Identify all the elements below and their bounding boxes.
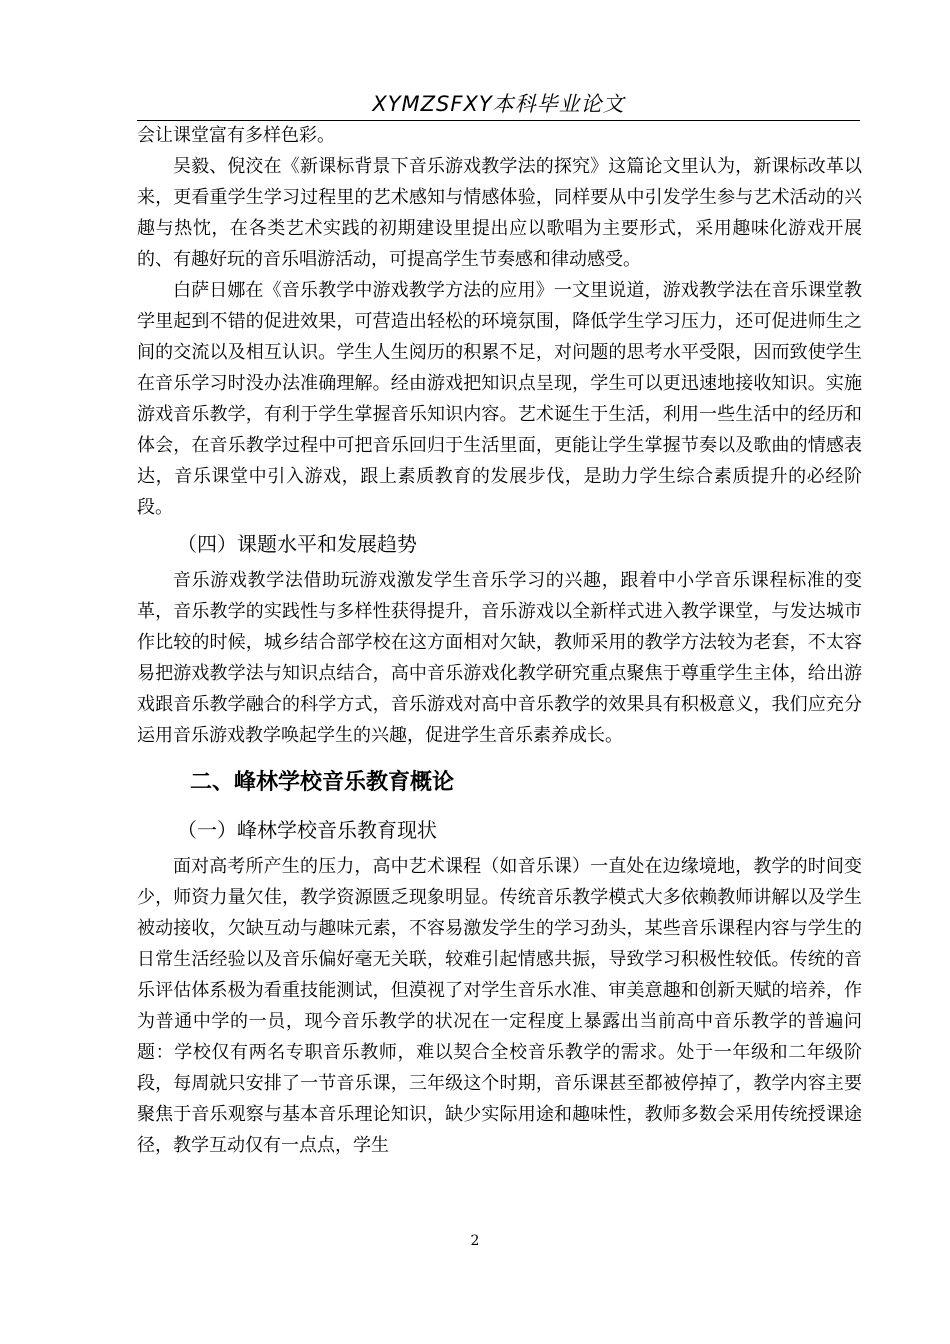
paragraph-bai-sarina-review: 白萨日娜在《音乐教学中游戏教学方法的应用》一文里说道，游戏教学法在音乐课堂教学里起到不错的促进效果，可营造出轻松的环境氛围，降低学生学习压力，还可促进师生之间的交流以及相互认识。学生人生阅历的积累不足，对问题的思考水平受限，因而致使学生在音乐学习时没办法准确理解。经由游戏把知识点呈现，学生可以更迅速地接收知识。实施游戏音乐教学，有利于学生掌握音乐知识内容。艺术诞生于生活，利用一些生活中的经历和体会，在音乐教学过程中可把音乐回归于生活里面，更能让学生掌握节奏以及歌曲的情感表达，音乐课堂中引入游戏，跟上素质教育的发展步伐，是助力学生综合素质提升的必经阶段。 xyxy=(137,280,862,518)
page-number: 2 xyxy=(470,1233,480,1249)
paragraph-status: 面对高考所产生的压力，高中艺术课程（如音乐课）一直处在边缘境地，教学的时间变少，师资力量欠佳，教学资源匮乏现象明显。传统音乐教学模式大多依赖教师讲解以及学生被动接收，欠缺互动与趣味元素，不容易激发学生的学习劲头，某些音乐课程内容与学生的日常生活经验以及音乐偏好毫无关联，较难引起情感共振，导致学习积极性较低。传统的音乐评估体系极为看重技能测试，但漠视了对学生音乐水准、审美意趣和创新天赋的培养，作为普通中学的一员，现今音乐教学的状况在一定程度上暴露出当前高中音乐教学的普遍问题：学校仅有两名专职音乐教师，难以契合全校音乐教学的需求。处于一年级和二年级阶段，每周就只安排了一节音乐课，三年级这个时期，音乐课甚至都被停掉了，教学内容主要聚焦于音乐观察与基本音乐理论知识，缺少实际用途和趣味性，教师多数会采用传统授课途径，教学互动仅有一点点，学生 xyxy=(137,856,862,1156)
paragraph-wu-yi-review: 吴毅、倪洨在《新课标背景下音乐游戏教学法的探究》这篇论文里认为，新课标改革以来，更看重学生学习过程里的艺术感知与情感体验，同样要从中引发学生参与艺术活动的兴趣与热忱，在各类艺术实践的初期建设里提出应以歌唱为主要形式，采用趣味化游戏开展的、有趣好玩的音乐唱游活动，可提高学生节奏感和律动感受。 xyxy=(137,156,862,270)
paragraph-continuation: 会让课堂富有多样色彩。 xyxy=(137,125,335,146)
paragraph-trend: 音乐游戏教学法借助玩游戏激发学生音乐学习的兴趣，跟着中小学音乐课程标准的变革，音乐教学的实践性与多样性获得提升，音乐游戏以全新样式进入教学课堂，与发达城市作比较的时候，城乡结合部学校在这方面相对欠缺，教师采用的教学方法较为老套，不太容易把游戏教学法与知识点结合，高中音乐游戏化教学研究重点聚焦于尊重学生主体，给出游戏跟音乐教学融合的科学方式，音乐游戏对高中音乐教学的效果具有积极意义，我们应充分运用音乐游戏教学唤起学生的兴趣，促进学生音乐素养成长。 xyxy=(137,570,862,746)
page-content xyxy=(137,120,862,1161)
chapter-heading-2: 二、峰林学校音乐教育概论 xyxy=(190,770,455,795)
page-header xyxy=(137,88,860,121)
section-heading-4: （四）课题水平和发展趋势 xyxy=(177,532,417,556)
header-title: XYMZSFXY本科毕业论文 xyxy=(372,92,625,116)
section-heading-1: （一）峰林学校音乐教育现状 xyxy=(177,818,437,842)
